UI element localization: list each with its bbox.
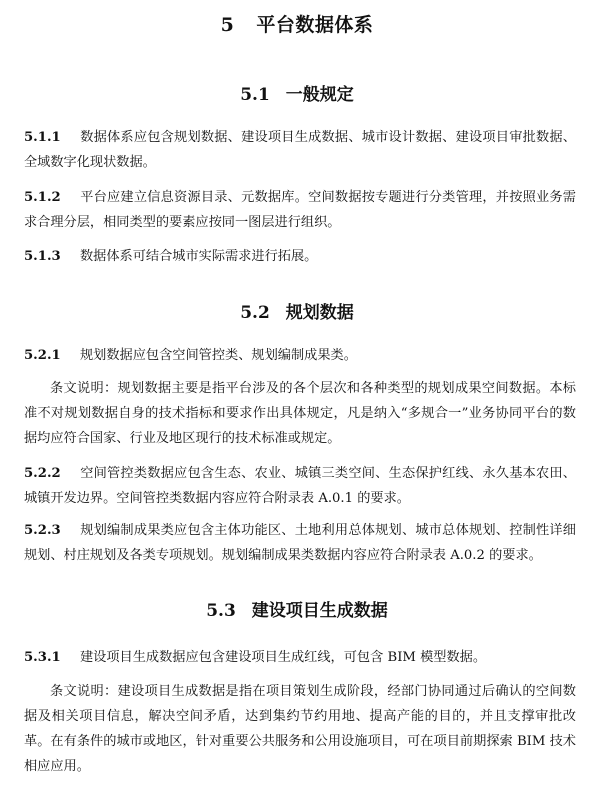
clause-text: 平台应建立信息资源目录、元数据库。空间数据按专题进行分类管理，并按照业务需求合理分层，相同类型的要素应按同一图层进行组织。: [24, 190, 576, 230]
clause-number: 5.3.1: [24, 650, 61, 665]
section-number: 5.1: [240, 85, 270, 105]
clause-text: 规划编制成果类应包含主体功能区、土地利用总体规划、城市总体规划、控制性详细规划、村庄规划及各类专项规划。规划编制成果类数据内容应符合附录表 A.0.2 的要求。: [24, 523, 576, 563]
chapter-number: 5: [220, 14, 235, 36]
explanatory-note-5-2: 条文说明：规划数据主要是指平台涉及的各个层次和各种类型的规划成果空间数据。本标准不对规划数据自身的技术指标和要求作出具体规定，凡是纳入“多规合一”业务协同平台的数据均应符合国家、行业及地区现行的技术标准或规定。: [24, 381, 576, 446]
clause-text: 建设项目生成数据应包含建设项目生成红线，可包含 BIM 模型数据。: [80, 650, 487, 665]
chapter-title: [0, 10, 594, 37]
clause-text: 空间管控类数据应包含生态、农业、城镇三类空间、生态保护红线、永久基本农田、城镇开发边界。空间管控类数据内容应符合附录表 A.0.1 的要求。: [24, 466, 576, 506]
clause-5-1-2: [24, 186, 576, 235]
clause-number: 5.2.1: [24, 348, 61, 363]
clause-number: 5.1.1: [24, 130, 61, 145]
clause-text: 数据体系应包含规划数据、建设项目生成数据、城市设计数据、建设项目审批数据、全域数字化现状数据。: [24, 130, 576, 170]
clause-number: 5.1.2: [24, 190, 61, 205]
clause-text: 数据体系可结合城市实际需求进行拓展。: [80, 249, 318, 264]
chapter-title-text: 平台数据体系: [256, 14, 374, 36]
explanatory-note-5-3: 条文说明：建设项目生成数据是指在项目策划生成阶段，经部门协同通过后确认的空间数据及相关项目信息，解决空间矛盾，达到集约节约用地、提高产能的目的，并且支撑审批改革。在有条件的城市或地区，针对重要公共服务和公用设施项目，可在项目前期探索 BIM 技术相应应用。: [24, 684, 576, 774]
clause-text: 规划数据应包含空间管控类、规划编制成果类。: [80, 348, 357, 363]
clause-5-2-2: [24, 462, 576, 511]
section-title-5-3: [0, 596, 594, 621]
section-title-text: 规划数据: [285, 303, 354, 323]
section-title-5-2: [0, 298, 594, 323]
clause-5-2-3: [24, 519, 576, 568]
clause-5-2-1: [24, 344, 576, 369]
clause-5-3-1: [24, 646, 576, 671]
section-title-5-1: [0, 80, 594, 105]
section-title-text: 一般规定: [285, 85, 354, 105]
section-title-text: 建设项目生成数据: [251, 601, 388, 621]
section-number: 5.3: [206, 601, 236, 621]
section-number: 5.2: [240, 303, 270, 323]
clause-number: 5.2.3: [24, 523, 61, 538]
clause-5-1-3: [24, 245, 576, 270]
clause-5-1-1: [24, 126, 576, 175]
clause-number: 5.1.3: [24, 249, 61, 264]
clause-number: 5.2.2: [24, 466, 61, 481]
